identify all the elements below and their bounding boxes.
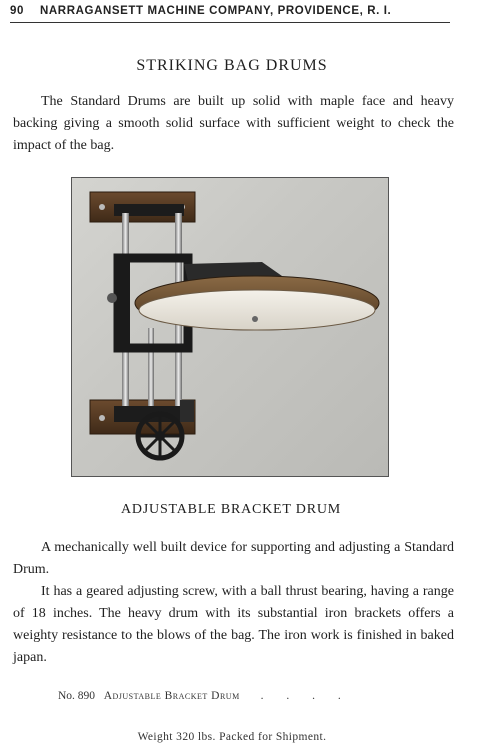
section-title: STRIKING BAG DRUMS [136,57,328,74]
description-paragraph-2: It has a geared adjusting screw, with a ball thrust bearing, having a range of 18 inches. The heavy drum with its substantial iron brackets offers a weighty resistance to the blows of the bag. The iron work is finished in baked japan. [13,584,454,665]
description-paragraph-1: A mechanically well built device for supporting and adjusting a Standard Drum. [13,540,454,577]
intro-paragraph: The Standard Drums are built up solid with maple face and heavy backing giving a smooth solid surface with sufficient weight to check the impact of the bag. [13,94,454,153]
bracket-drum-illustration [72,178,389,477]
figure-caption: ADJUSTABLE BRACKET DRUM [120,502,342,517]
dot-leader: . . . . [260,690,351,702]
catalog-entry [58,690,351,702]
shipping-weight: Weight 320 lbs. Packed for Shipment. [137,731,327,743]
running-title: NARRAGANSETT MACHINE COMPANY, PROVIDENCE, R. I. [40,5,392,17]
page-number: 90 [10,5,24,17]
catalog-number: No. 890 [58,690,96,702]
header-rule [10,22,450,23]
page-header [10,5,450,17]
catalog-item-name: Adjustable Bracket Drum [103,690,240,702]
product-photo [71,177,389,477]
